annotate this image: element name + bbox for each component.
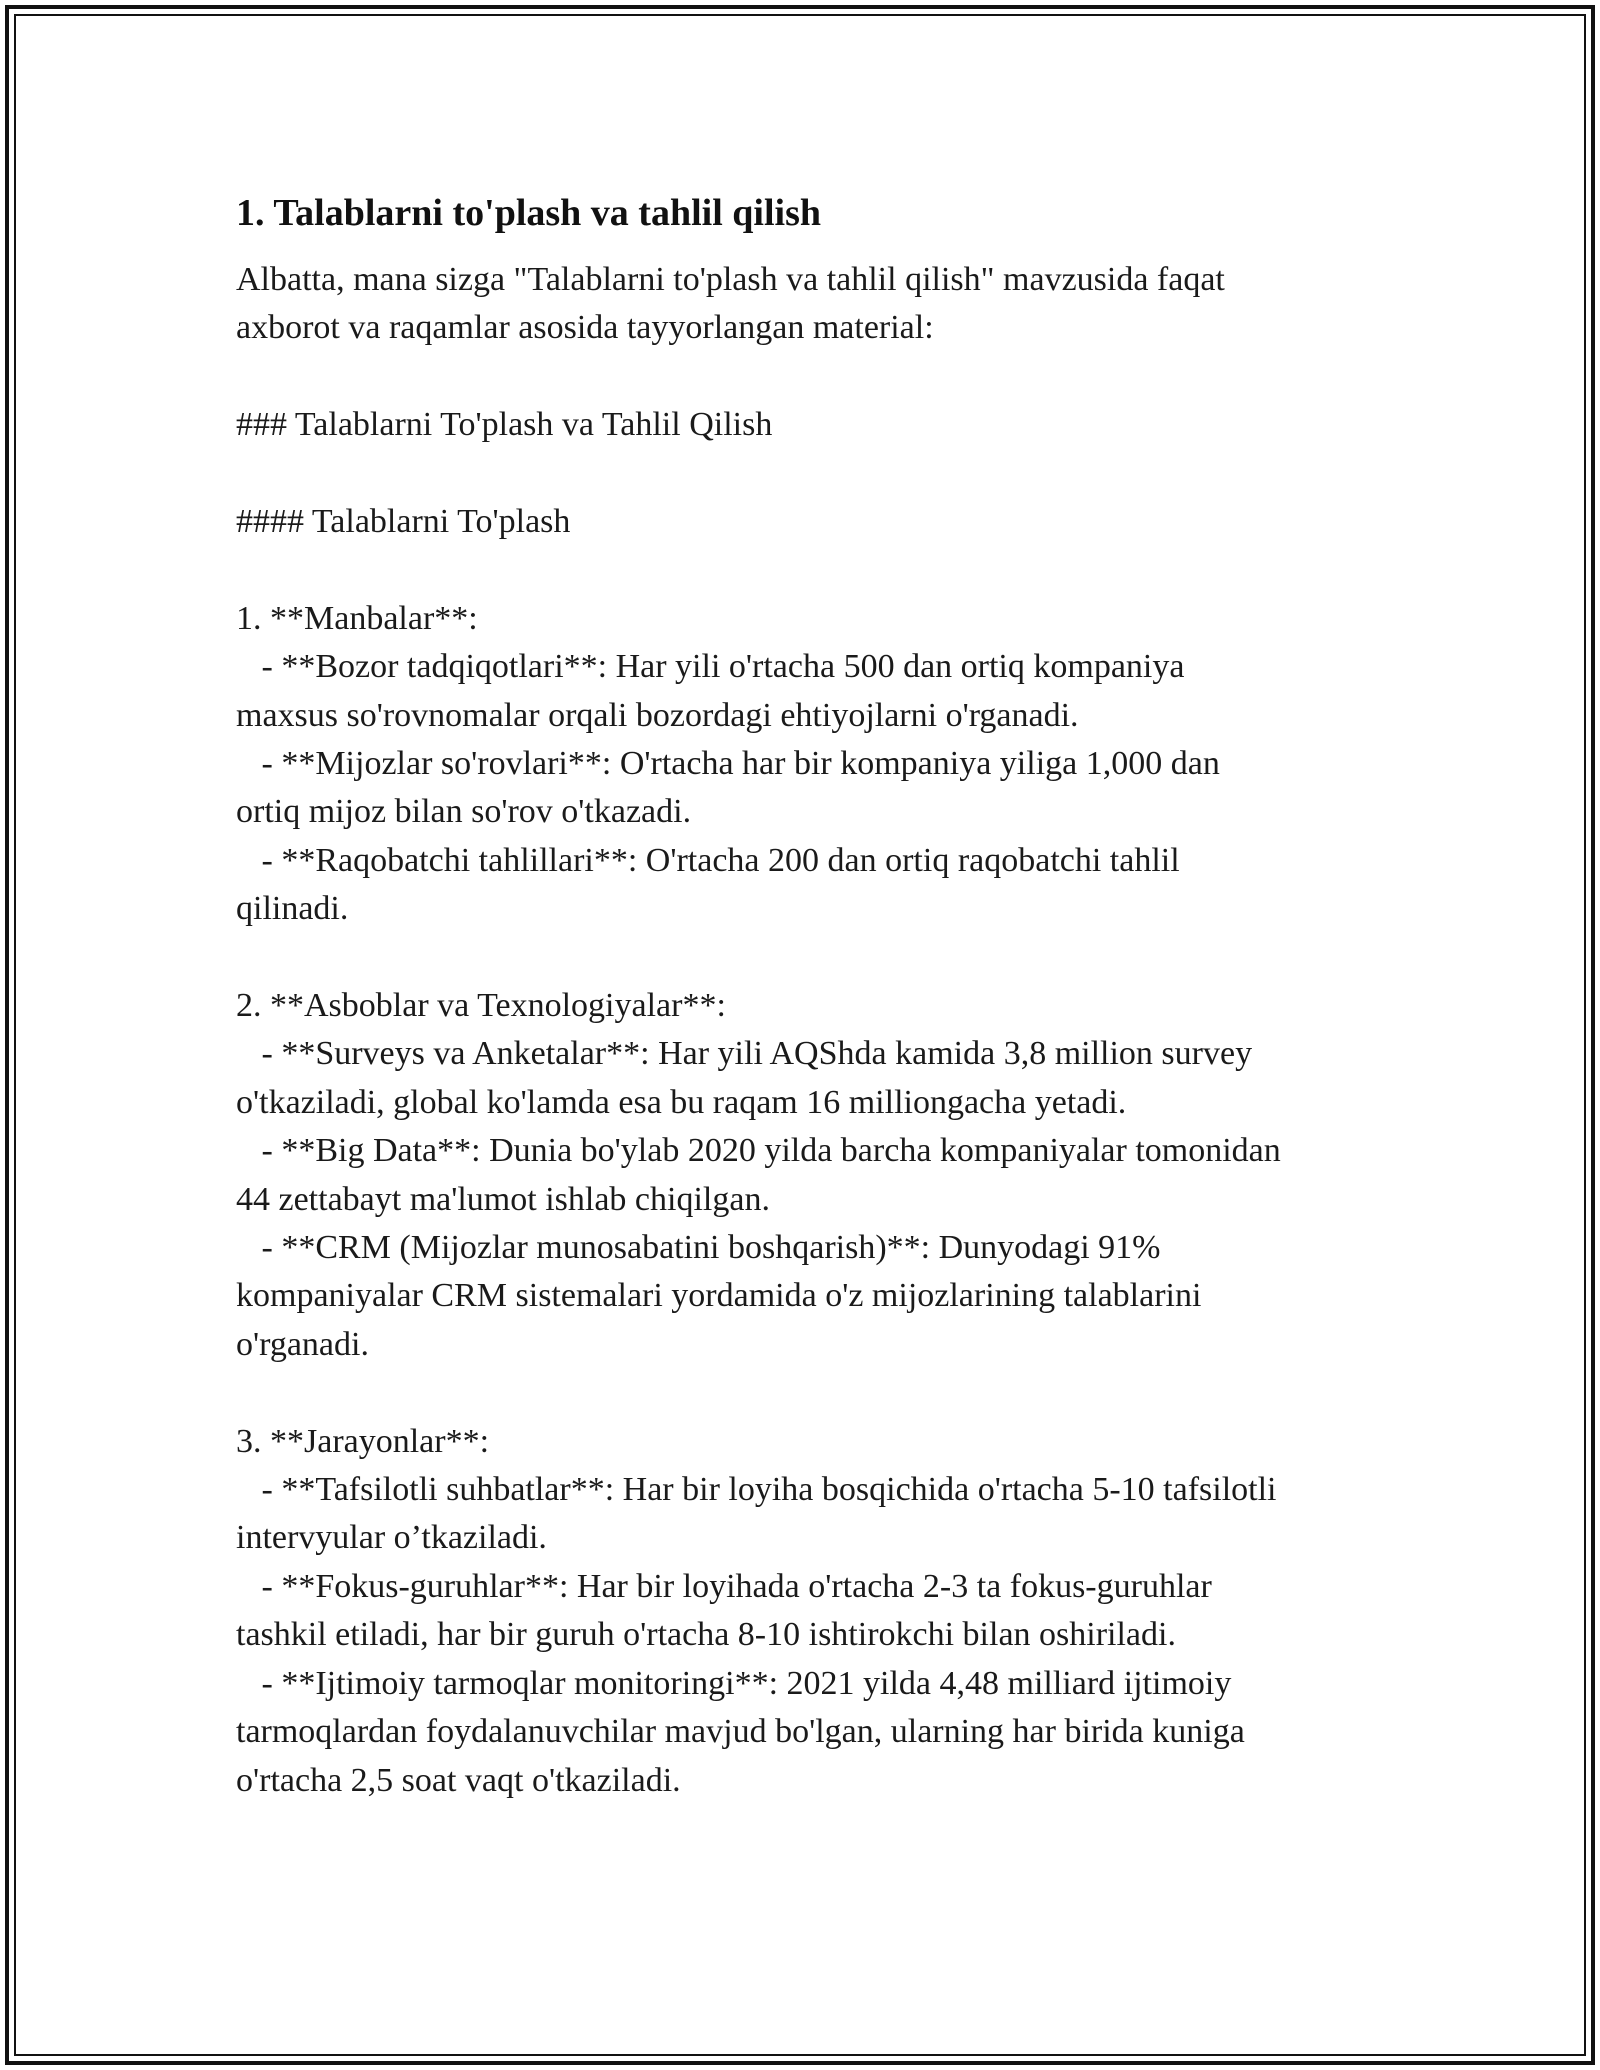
text-line: Albatta, mana sizga "Talablarni to'plash va tahlil qilish" mavzusida faqat: [236, 261, 1225, 298]
text-line: - **Raqobatchi tahlillari**: O'rtacha 200 dan ortiq raqobatchi tahlil: [236, 841, 1180, 879]
text-line: 2. **Asboblar va Texnologiyalar**:: [236, 987, 726, 1025]
text-line: ortiq mijoz bilan so'rov o'tkazadi.: [236, 793, 692, 831]
blank-line: [236, 353, 1386, 401]
document-title: 1. Talablarni to'plash va tahlil qilish: [236, 192, 821, 234]
text-line: 1. **Manbalar**:: [236, 599, 478, 637]
text-line: o'rganadi.: [236, 1325, 369, 1363]
text-line: o'tkaziladi, global ko'lamda esa bu raqam 16 milliongacha yetadi.: [236, 1083, 1127, 1121]
text-line: maxsus so'rovnomalar orqali bozordagi ehtiyojlarni o'rganadi.: [236, 696, 1079, 734]
blank-line: [236, 934, 1386, 982]
text-line: 44 zettabayt ma'lumot ishlab chiqilgan.: [236, 1180, 770, 1218]
document-text: [236, 256, 1386, 1805]
text-line: intervyular o’tkaziladi.: [236, 1519, 547, 1557]
text-line: ### Talablarni To'plash va Tahlil Qilish: [236, 406, 773, 444]
blank-line: [236, 546, 1386, 594]
blank-line: [236, 1369, 1386, 1417]
text-line: 3. **Jarayonlar**:: [236, 1422, 490, 1460]
blank-line: [236, 450, 1386, 498]
text-line: kompaniyalar CRM sistemalari yordamida o'z mijozlarining talablarini: [236, 1277, 1202, 1315]
document-body: [236, 187, 1386, 1805]
text-line: tarmoqlardan foydalanuvchilar mavjud bo'lgan, ularning har birida kuniga: [236, 1713, 1245, 1751]
text-line: - **Mijozlar so'rovlari**: O'rtacha har bir kompaniya yiliga 1,000 dan: [236, 745, 1220, 783]
text-line: - **Fokus-guruhlar**: Har bir loyihada o'rtacha 2-3 ta fokus-guruhlar: [236, 1567, 1212, 1605]
text-line: o'rtacha 2,5 soat vaqt o'tkaziladi.: [236, 1761, 681, 1799]
text-line: axborot va raqamlar asosida tayyorlangan material:: [236, 309, 934, 347]
text-line: - **Ijtimoiy tarmoqlar monitoringi**: 2021 yilda 4,48 milliard ijtimoiy: [236, 1664, 1232, 1702]
text-line: - **Surveys va Anketalar**: Har yili AQShda kamida 3,8 million survey: [236, 1035, 1253, 1073]
text-line: - **Big Data**: Dunia bo'ylab 2020 yilda barcha kompaniyalar tomonidan: [236, 1132, 1281, 1170]
text-line: #### Talablarni To'plash: [236, 503, 571, 540]
text-line: - **Tafsilotli suhbatlar**: Har bir loyiha bosqichida o'rtacha 5-10 tafsilotli: [236, 1471, 1277, 1509]
text-line: - **CRM (Mijozlar munosabatini boshqarish)**: Dunyodagi 91%: [236, 1229, 1161, 1267]
text-line: qilinadi.: [236, 890, 349, 928]
text-line: - **Bozor tadqiqotlari**: Har yili o'rtacha 500 dan ortiq kompaniya: [236, 648, 1185, 686]
text-line: tashkil etiladi, har bir guruh o'rtacha 8-10 ishtirokchi bilan oshiriladi.: [236, 1616, 1176, 1654]
